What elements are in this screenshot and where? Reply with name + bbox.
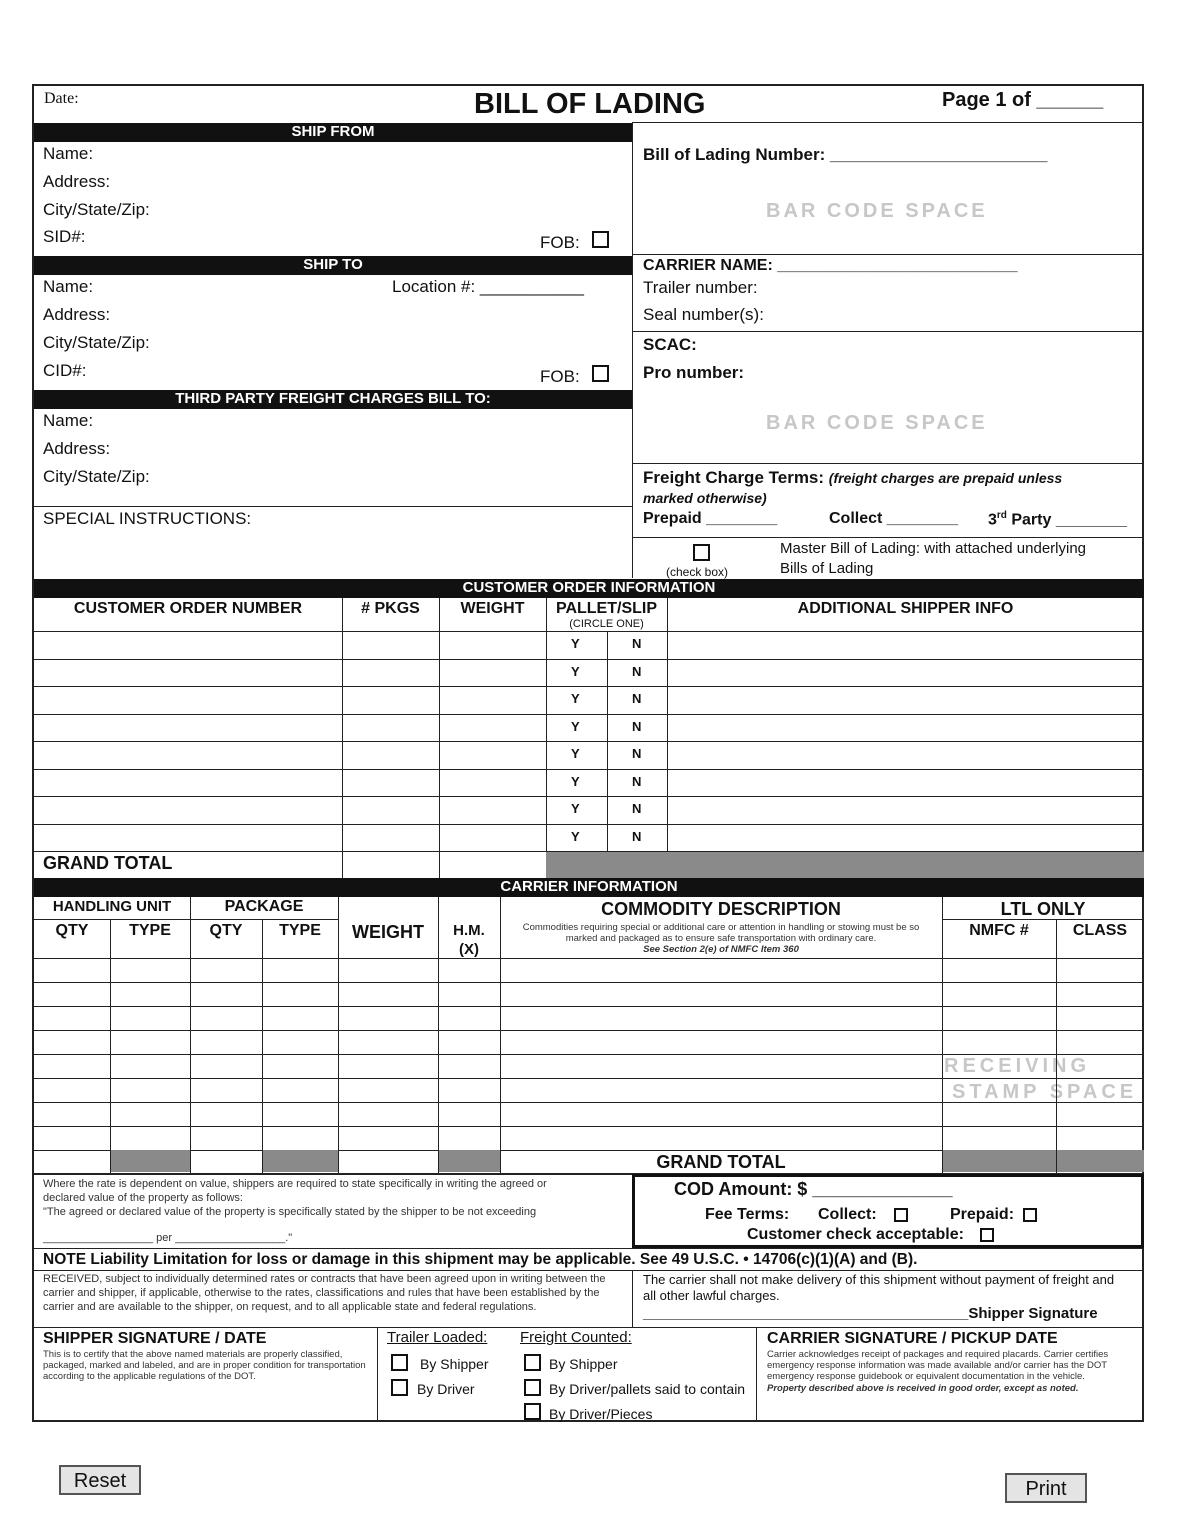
table-row[interactable] (34, 741, 1144, 742)
carrier-info-header: CARRIER INFORMATION (34, 878, 1144, 897)
liability-note: NOTE Liability Limitation for loss or damage in this shipment may be applicable. See 49 U.S.C. • 14706(c)(1)(A) and (B). (43, 1251, 918, 1268)
col-package: PACKAGE (224, 898, 304, 915)
carrier-name-label: CARRIER NAME: ___________________________ (643, 257, 1018, 274)
col-hu-qty: QTY (55, 922, 89, 939)
counted-by-driver-pallets-checkbox[interactable] (524, 1379, 541, 1396)
col-pkgs: # PKGS (361, 600, 420, 617)
freight-terms (643, 468, 1062, 488)
pallet-no-option[interactable]: N (632, 746, 642, 761)
table-row[interactable] (34, 1006, 1144, 1007)
receiving-stamp-2: STAMP SPACE (952, 1081, 1138, 1103)
third-party-header: THIRD PARTY FREIGHT CHARGES BILL TO: (34, 390, 632, 409)
form-title: BILL OF LADING (474, 88, 706, 120)
pallet-yes-option[interactable]: Y (571, 636, 580, 651)
circle-one-note: (CIRCLE ONE) (569, 618, 644, 630)
ship-from-header: SHIP FROM (34, 123, 632, 142)
commodity-note-1: Commodities requiring special or additional care or attention in handling or stowing must be so (522, 922, 920, 933)
receiving-stamp-1: RECEIVING (944, 1055, 1091, 1077)
shipper-signature-line: _______________________________________Shipper Signature (643, 1305, 1098, 1322)
ship-to-city: City/State/Zip: (43, 333, 150, 352)
counted-by-shipper-label: By Shipper (549, 1356, 618, 1372)
customer-check-checkbox[interactable] (980, 1228, 994, 1242)
third-party-terms (988, 510, 1127, 529)
pallet-yes-option[interactable]: Y (571, 828, 580, 844)
counted-by-driver-pallets-label: By Driver/pallets said to contain (549, 1381, 746, 1397)
table-row[interactable] (34, 1126, 1144, 1127)
freight-terms-note-2: marked otherwise) (643, 490, 767, 506)
pallet-no-option[interactable]: N (632, 718, 642, 734)
check-box-caption: (check box) (666, 565, 729, 579)
commodity-note-3: See Section 2(e) of NMFC Item 360 (643, 944, 799, 955)
table-row[interactable] (34, 686, 1144, 687)
third-party-terms-sup: rd (996, 510, 1007, 521)
counted-by-driver-pieces-label: By Driver/Pieces (549, 1406, 653, 1422)
third-party-city: City/State/Zip: (43, 467, 150, 486)
pallet-yes-option[interactable]: Y (571, 773, 580, 789)
table-row[interactable] (34, 1030, 1144, 1031)
carrier-delivery-notice: The carrier shall not make delivery of this shipment without payment of freight and all other lawful charges. (643, 1272, 1115, 1303)
ship-to-address: Address: (43, 305, 111, 324)
bill-of-lading-form (32, 84, 1144, 1422)
fee-terms-label: Fee Terms: (705, 1206, 790, 1223)
ship-from-name: Name: (43, 144, 94, 163)
carrier-received-note: Property described above is received in good order, except as noted. (767, 1383, 1079, 1394)
pallet-no-option[interactable]: N (632, 801, 642, 816)
master-bol-text-2: Bills of Lading (780, 560, 874, 577)
print-button[interactable]: Print (1005, 1473, 1087, 1503)
ship-to-header: SHIP TO (34, 256, 632, 275)
col-ltl-only: LTL ONLY (1000, 899, 1086, 919)
table-row[interactable] (34, 769, 1144, 770)
ship-from-fob-checkbox[interactable] (592, 231, 609, 248)
grand-total-shade-ltl (942, 1150, 1144, 1172)
pallet-yes-option[interactable]: Y (571, 718, 580, 734)
ship-from-city: City/State/Zip: (43, 200, 150, 219)
third-party-terms-a: 3 (988, 511, 997, 529)
seal-number-label: Seal number(s): (643, 305, 764, 324)
pro-number-label: Pro number: (643, 363, 745, 382)
fee-prepaid-checkbox[interactable] (1023, 1208, 1037, 1222)
col-pkg-qty: QTY (209, 922, 243, 939)
trailer-by-driver-label: By Driver (417, 1381, 475, 1397)
pallet-no-option[interactable]: N (632, 828, 642, 844)
master-bol-checkbox[interactable] (693, 544, 710, 561)
shipper-signature-title: SHIPPER SIGNATURE / DATE (43, 1330, 267, 1347)
scac-label: SCAC: (643, 335, 697, 354)
declared-value-line-1: Where the rate is dependent on value, shippers are required to state specifically in writing the agreed or (43, 1178, 547, 1190)
carrier-grand-total-label: GRAND TOTAL (656, 1152, 786, 1172)
ship-to-name: Name: (43, 277, 94, 296)
declared-value-line-2: declared value of the property as follows: (43, 1192, 243, 1204)
grand-total-shade-hu-type (110, 1150, 190, 1172)
trailer-by-driver-checkbox[interactable] (391, 1379, 408, 1396)
table-row[interactable] (34, 796, 1144, 797)
fee-collect-checkbox[interactable] (894, 1208, 908, 1222)
prepaid-terms: Prepaid ________ (643, 510, 778, 527)
pallet-yes-option[interactable]: Y (571, 691, 580, 706)
commodity-note-2: marked and packaged as to ensure safe transportation with ordinary care. (565, 933, 877, 944)
table-row[interactable] (34, 982, 1144, 983)
table-row[interactable] (34, 1078, 1144, 1079)
col-additional-info: ADDITIONAL SHIPPER INFO (797, 600, 1014, 617)
ship-from-address: Address: (43, 172, 111, 191)
ship-from-fob-label: FOB: (540, 233, 580, 252)
ship-from-sid: SID#: (43, 227, 86, 246)
order-grand-total-shade (546, 852, 1144, 878)
master-bol-text-1: Master Bill of Lading: with attached underlying (780, 540, 1087, 557)
freight-counted-title: Freight Counted: (520, 1329, 632, 1346)
table-row[interactable] (34, 824, 1144, 825)
counted-by-driver-pieces-checkbox[interactable] (524, 1403, 541, 1420)
carrier-signature-title: CARRIER SIGNATURE / PICKUP DATE (767, 1330, 1058, 1347)
pallet-yes-option[interactable]: Y (571, 801, 580, 816)
trailer-number-label: Trailer number: (643, 278, 758, 297)
date-label: Date: (44, 90, 79, 107)
trailer-by-shipper-label: By Shipper (420, 1356, 489, 1372)
col-hm-x: (X) (459, 941, 479, 958)
third-party-address: Address: (43, 439, 111, 458)
pallet-no-option[interactable]: N (632, 773, 642, 789)
grand-total-shade-pkg-type (262, 1150, 338, 1172)
col-weight: WEIGHT (460, 600, 525, 617)
barcode-space-2: BAR CODE SPACE (766, 412, 988, 434)
bol-number-label: Bill of Lading Number: _______________________ (643, 145, 1048, 164)
col-handling-unit: HANDLING UNIT (52, 898, 172, 915)
collect-terms: Collect ________ (829, 510, 958, 527)
declared-value-line-4: __________________ per __________________." (43, 1232, 293, 1244)
col-pallet-slip: PALLET/SLIP (555, 600, 658, 617)
fee-collect-label: Collect: (818, 1206, 877, 1223)
col-hm: H.M. (453, 922, 485, 939)
table-row[interactable] (34, 659, 1144, 660)
ship-to-cid: CID#: (43, 361, 87, 380)
customer-check-label: Customer check acceptable: (747, 1226, 964, 1243)
grand-total-shade-hm (438, 1150, 500, 1172)
shipper-certification: This is to certify that the above named materials are properly classified, packaged, marked and labeled, and are in proper condition for transportation according to the applicable regulations of the DOT. (43, 1349, 366, 1382)
barcode-space-1: BAR CODE SPACE (766, 200, 988, 222)
col-customer-order-number: CUSTOMER ORDER NUMBER (73, 600, 303, 617)
col-pkg-type: TYPE (279, 922, 321, 939)
order-grand-total-label: GRAND TOTAL (43, 853, 173, 873)
declared-value-line-3: "The agreed or declared value of the property is specifically stated by the shipper to be not exceeding (43, 1206, 537, 1218)
freight-terms-note: (freight charges are prepaid unless (828, 470, 1063, 486)
pallet-no-option[interactable]: N (632, 636, 642, 651)
reset-button[interactable]: Reset (59, 1465, 141, 1495)
pallet-yes-option[interactable]: Y (571, 663, 580, 679)
trailer-by-shipper-checkbox[interactable] (391, 1354, 408, 1371)
fee-prepaid-label: Prepaid: (950, 1206, 1015, 1223)
col-hu-type: TYPE (129, 922, 171, 939)
carrier-certification: Carrier acknowledges receipt of packages and required placards. Carrier certifies emergency response information was made available and/or carrier has the DOT emergency response guidebook or equivalent documentation in the vehicle. (767, 1349, 1109, 1382)
freight-terms-title: Freight Charge Terms: (643, 468, 825, 487)
pallet-no-option[interactable]: N (632, 691, 642, 706)
special-instructions-label: SPECIAL INSTRUCTIONS: (43, 509, 252, 528)
col-commodity: COMMODITY DESCRIPTION (601, 899, 841, 919)
ship-to-fob-checkbox[interactable] (592, 365, 609, 382)
ship-to-location: Location #: ___________ (392, 277, 584, 296)
third-party-name: Name: (43, 411, 94, 430)
third-party-terms-b: Party ________ (1006, 511, 1128, 529)
ship-to-fob-label: FOB: (540, 367, 580, 386)
pallet-no-option[interactable]: N (632, 663, 642, 679)
cod-amount: COD Amount: $ ______________ (674, 1179, 953, 1199)
customer-order-header: CUSTOMER ORDER INFORMATION (34, 579, 1144, 598)
counted-by-shipper-checkbox[interactable] (524, 1354, 541, 1371)
col-carrier-weight: WEIGHT (352, 922, 424, 942)
pallet-yes-option[interactable]: Y (571, 746, 580, 761)
col-class: CLASS (1072, 922, 1128, 939)
received-terms: RECEIVED, subject to individually determined rates or contracts that have been agreed upon in writing between the carrier and shipper, if applicable, otherwise to the rates, classifications and rules that have been established by the carrier and are available to the shipper, on request, and to all applicable state and federal regulations. (43, 1273, 606, 1313)
table-row[interactable] (34, 714, 1144, 715)
trailer-loaded-title: Trailer Loaded: (387, 1329, 488, 1346)
page-number: Page 1 of ______ (942, 89, 1104, 111)
col-nmfc: NMFC # (969, 922, 1029, 939)
